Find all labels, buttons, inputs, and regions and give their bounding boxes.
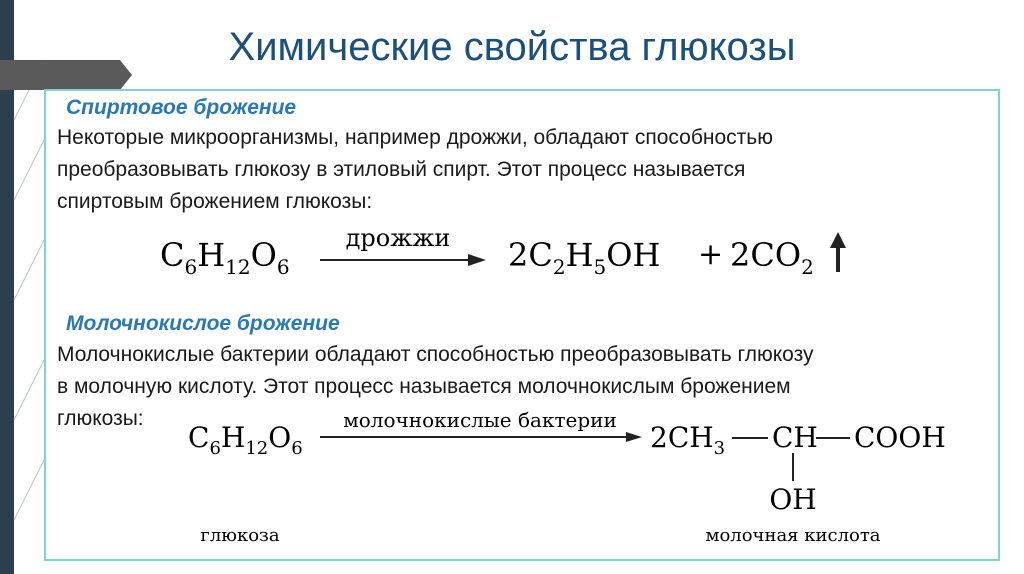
product-co2: $2CO_2$ bbox=[730, 236, 814, 279]
gas-release-arrow-icon bbox=[830, 232, 846, 272]
product-ch3: $2CH_3$ bbox=[650, 421, 726, 459]
arrow-head-icon bbox=[626, 432, 642, 442]
product-ethanol: $2C_2H_5OH$ bbox=[508, 236, 661, 279]
section-heading-lactic-fermentation: Молочнокислое брожение bbox=[66, 312, 340, 335]
reactant-formula: $C_6H_{12}O_6$ bbox=[160, 236, 290, 279]
product-oh-branch: OH bbox=[769, 483, 817, 516]
section-heading-alcoholic-fermentation: Спиртовое брожение bbox=[66, 96, 297, 119]
product-cooh: COOH bbox=[854, 421, 946, 454]
slide-title: Химические свойства глюкозы bbox=[228, 25, 796, 69]
alcoholic-fermentation-equation bbox=[150, 218, 870, 280]
text-line: Некоторые микроорганизмы, например дрожжи, обладают способностью bbox=[57, 126, 773, 149]
text-line: преобразовывать глюкозу в этиловый спирт. Этот процесс называется bbox=[57, 158, 746, 181]
text-line: глюкозы: bbox=[57, 407, 144, 430]
text-line: в молочную кислоту. Этот процесс называется молочнокислым брожением bbox=[57, 375, 791, 398]
product-ch: CH bbox=[772, 421, 818, 454]
arrow-head-icon bbox=[468, 254, 486, 266]
reaction-condition: молочнокислые бактерии bbox=[343, 408, 617, 432]
reaction-condition: дрожжи bbox=[345, 224, 451, 252]
plus-sign: + bbox=[698, 237, 724, 272]
text-line: Молочнокислые бактерии обладают способностью преобразовывать глюкозу bbox=[57, 343, 814, 366]
text-line: спиртовым брожением глюкозы: bbox=[57, 190, 373, 213]
reactant-formula: $C_6H_{12}O_6$ bbox=[188, 421, 303, 459]
reactant-name-label: глюкоза bbox=[200, 525, 280, 546]
product-name-label: молочная кислота bbox=[705, 525, 881, 546]
section-1-text bbox=[57, 122, 773, 218]
lactic-fermentation-equation bbox=[180, 405, 980, 555]
